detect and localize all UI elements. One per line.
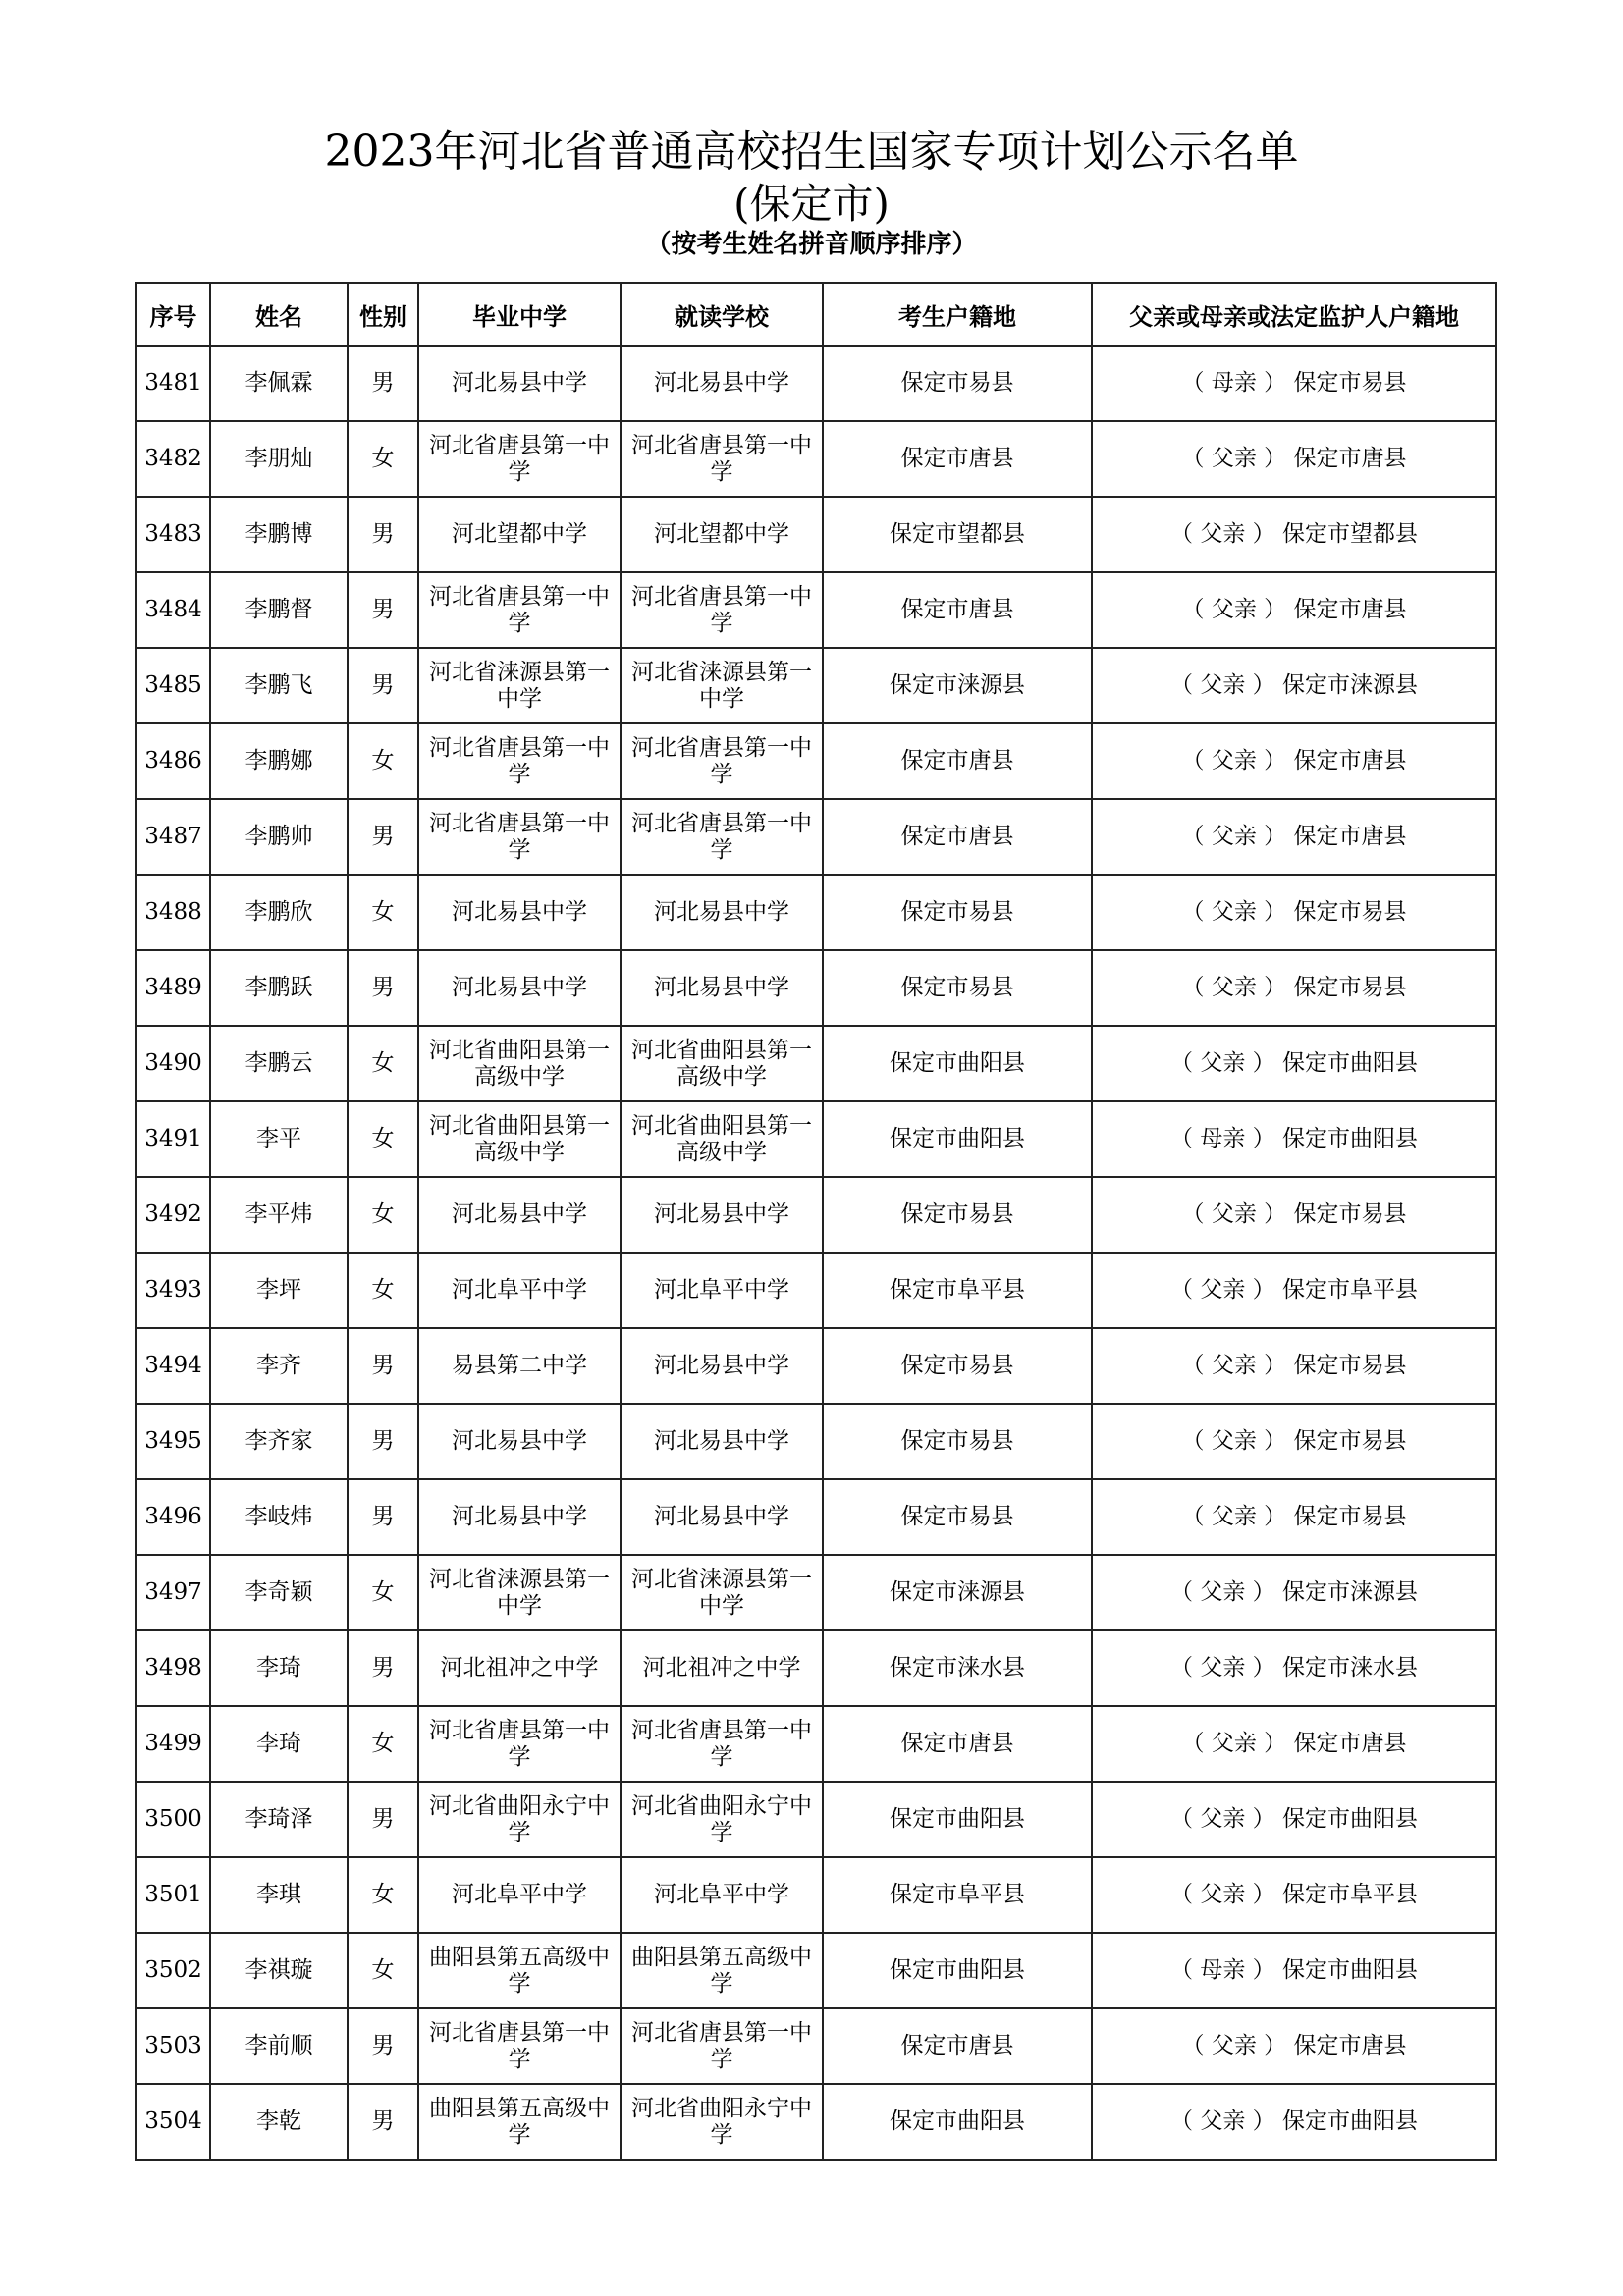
cell-guardian-register: （ 父亲 ） 保定市唐县 — [1092, 723, 1496, 799]
cell-graduated-school: 河北省曲阳永宁中学 — [418, 1782, 621, 1857]
cell-index: 3498 — [136, 1630, 210, 1706]
cell-household-register: 保定市易县 — [823, 346, 1092, 421]
table-row — [136, 723, 1496, 799]
cell-index: 3494 — [136, 1328, 210, 1404]
cell-current-school: 河北祖冲之中学 — [621, 1630, 823, 1706]
cell-index: 3481 — [136, 346, 210, 421]
page-title: 2023年河北省普通高校招生国家专项计划公示名单 — [324, 127, 1299, 177]
cell-graduated-school: 河北易县中学 — [418, 346, 621, 421]
cell-graduated-school: 曲阳县第五高级中学 — [418, 2084, 621, 2160]
cell-household-register: 保定市易县 — [823, 950, 1092, 1026]
cell-graduated-school: 河北易县中学 — [418, 1479, 621, 1555]
table-row — [136, 1026, 1496, 1101]
cell-graduated-school: 河北省涞源县第一中学 — [418, 1555, 621, 1630]
cell-index: 3488 — [136, 875, 210, 950]
cell-household-register: 保定市易县 — [823, 1479, 1092, 1555]
cell-name: 李鹏欣 — [210, 875, 348, 950]
table-row — [136, 2008, 1496, 2084]
cell-name: 李平 — [210, 1101, 348, 1177]
cell-graduated-school: 河北省唐县第一中学 — [418, 1706, 621, 1782]
cell-guardian-register: （ 父亲 ） 保定市望都县 — [1092, 497, 1496, 572]
table-row — [136, 572, 1496, 648]
cell-household-register: 保定市唐县 — [823, 1706, 1092, 1782]
table-row — [136, 1404, 1496, 1479]
cell-name: 李齐 — [210, 1328, 348, 1404]
cell-current-school: 河北易县中学 — [621, 346, 823, 421]
cell-gender: 女 — [348, 1933, 418, 2008]
cell-household-register: 保定市涞水县 — [823, 1630, 1092, 1706]
cell-current-school: 河北省曲阳永宁中学 — [621, 1782, 823, 1857]
cell-household-register: 保定市望都县 — [823, 497, 1092, 572]
header-gender: 性别 — [348, 283, 418, 346]
table-row — [136, 346, 1496, 421]
cell-gender: 女 — [348, 1555, 418, 1630]
table-row — [136, 1328, 1496, 1404]
cell-household-register: 保定市阜平县 — [823, 1857, 1092, 1933]
cell-guardian-register: （ 父亲 ） 保定市曲阳县 — [1092, 1782, 1496, 1857]
cell-guardian-register: （ 父亲 ） 保定市唐县 — [1092, 572, 1496, 648]
cell-household-register: 保定市曲阳县 — [823, 1101, 1092, 1177]
cell-index: 3499 — [136, 1706, 210, 1782]
cell-name: 李鹏博 — [210, 497, 348, 572]
cell-household-register: 保定市曲阳县 — [823, 2084, 1092, 2160]
cell-current-school: 河北省唐县第一中学 — [621, 1706, 823, 1782]
cell-graduated-school: 河北省唐县第一中学 — [418, 2008, 621, 2084]
cell-graduated-school: 河北阜平中学 — [418, 1253, 621, 1328]
cell-name: 李乾 — [210, 2084, 348, 2160]
cell-index: 3503 — [136, 2008, 210, 2084]
cell-gender: 男 — [348, 2084, 418, 2160]
cell-name: 李佩霖 — [210, 346, 348, 421]
cell-guardian-register: （ 父亲 ） 保定市涞水县 — [1092, 1630, 1496, 1706]
cell-gender: 男 — [348, 1630, 418, 1706]
table-header-row — [136, 283, 1496, 346]
cell-household-register: 保定市曲阳县 — [823, 1026, 1092, 1101]
cell-gender: 女 — [348, 1253, 418, 1328]
cell-gender: 男 — [348, 2008, 418, 2084]
cell-index: 3490 — [136, 1026, 210, 1101]
cell-household-register: 保定市曲阳县 — [823, 1782, 1092, 1857]
cell-index: 3483 — [136, 497, 210, 572]
cell-current-school: 河北省曲阳县第一高级中学 — [621, 1026, 823, 1101]
cell-guardian-register: （ 父亲 ） 保定市易县 — [1092, 1177, 1496, 1253]
cell-gender: 男 — [348, 497, 418, 572]
header-name: 姓名 — [210, 283, 348, 346]
cell-graduated-school: 河北易县中学 — [418, 1404, 621, 1479]
cell-index: 3492 — [136, 1177, 210, 1253]
cell-gender: 女 — [348, 875, 418, 950]
header-household-register: 考生户籍地 — [823, 283, 1092, 346]
cell-index: 3502 — [136, 1933, 210, 2008]
cell-gender: 女 — [348, 723, 418, 799]
table-row — [136, 1555, 1496, 1630]
cell-index: 3491 — [136, 1101, 210, 1177]
cell-graduated-school: 河北省曲阳县第一高级中学 — [418, 1026, 621, 1101]
table-row — [136, 950, 1496, 1026]
table-row — [136, 1630, 1496, 1706]
cell-index: 3482 — [136, 421, 210, 497]
cell-index: 3500 — [136, 1782, 210, 1857]
cell-current-school: 河北阜平中学 — [621, 1253, 823, 1328]
cell-index: 3484 — [136, 572, 210, 648]
cell-guardian-register: （ 父亲 ） 保定市唐县 — [1092, 1706, 1496, 1782]
cell-household-register: 保定市易县 — [823, 1404, 1092, 1479]
cell-name: 李琦 — [210, 1630, 348, 1706]
cell-current-school: 河北易县中学 — [621, 950, 823, 1026]
cell-guardian-register: （ 父亲 ） 保定市曲阳县 — [1092, 2084, 1496, 2160]
header-index: 序号 — [136, 283, 210, 346]
cell-current-school: 曲阳县第五高级中学 — [621, 1933, 823, 2008]
cell-household-register: 保定市易县 — [823, 875, 1092, 950]
cell-guardian-register: （ 父亲 ） 保定市易县 — [1092, 950, 1496, 1026]
page-subtitle: (保定市) — [733, 180, 890, 228]
cell-gender: 女 — [348, 1101, 418, 1177]
table-row — [136, 1857, 1496, 1933]
header-guardian-register: 父亲或母亲或法定监护人户籍地 — [1092, 283, 1496, 346]
cell-graduated-school: 曲阳县第五高级中学 — [418, 1933, 621, 2008]
cell-gender: 男 — [348, 799, 418, 875]
cell-name: 李前顺 — [210, 2008, 348, 2084]
cell-household-register: 保定市唐县 — [823, 421, 1092, 497]
cell-current-school: 河北省唐县第一中学 — [621, 572, 823, 648]
cell-current-school: 河北望都中学 — [621, 497, 823, 572]
cell-household-register: 保定市涞源县 — [823, 648, 1092, 723]
cell-household-register: 保定市涞源县 — [823, 1555, 1092, 1630]
cell-index: 3487 — [136, 799, 210, 875]
cell-index: 3485 — [136, 648, 210, 723]
cell-graduated-school: 易县第二中学 — [418, 1328, 621, 1404]
cell-gender: 女 — [348, 1177, 418, 1253]
cell-graduated-school: 河北易县中学 — [418, 875, 621, 950]
cell-index: 3497 — [136, 1555, 210, 1630]
cell-index: 3495 — [136, 1404, 210, 1479]
cell-current-school: 河北易县中学 — [621, 1177, 823, 1253]
cell-name: 李琦 — [210, 1706, 348, 1782]
cell-gender: 男 — [348, 648, 418, 723]
cell-household-register: 保定市曲阳县 — [823, 1933, 1092, 2008]
cell-graduated-school: 河北易县中学 — [418, 950, 621, 1026]
table-row — [136, 2084, 1496, 2160]
cell-name: 李鹏跃 — [210, 950, 348, 1026]
cell-gender: 女 — [348, 1026, 418, 1101]
cell-household-register: 保定市易县 — [823, 1177, 1092, 1253]
table-row — [136, 1706, 1496, 1782]
cell-household-register: 保定市唐县 — [823, 2008, 1092, 2084]
cell-household-register: 保定市唐县 — [823, 799, 1092, 875]
cell-gender: 女 — [348, 1857, 418, 1933]
cell-household-register: 保定市阜平县 — [823, 1253, 1092, 1328]
cell-graduated-school: 河北省唐县第一中学 — [418, 421, 621, 497]
cell-index: 3501 — [136, 1857, 210, 1933]
table-row — [136, 1101, 1496, 1177]
cell-name: 李平炜 — [210, 1177, 348, 1253]
cell-guardian-register: （ 父亲 ） 保定市易县 — [1092, 875, 1496, 950]
cell-graduated-school: 河北易县中学 — [418, 1177, 621, 1253]
cell-guardian-register: （ 父亲 ） 保定市唐县 — [1092, 799, 1496, 875]
cell-current-school: 河北省唐县第一中学 — [621, 799, 823, 875]
cell-graduated-school: 河北望都中学 — [418, 497, 621, 572]
cell-guardian-register: （ 父亲 ） 保定市曲阳县 — [1092, 1026, 1496, 1101]
cell-current-school: 河北省涞源县第一中学 — [621, 648, 823, 723]
cell-gender: 男 — [348, 1479, 418, 1555]
cell-index: 3493 — [136, 1253, 210, 1328]
cell-index: 3504 — [136, 2084, 210, 2160]
table-row — [136, 497, 1496, 572]
cell-guardian-register: （ 父亲 ） 保定市唐县 — [1092, 421, 1496, 497]
roster-table — [135, 282, 1497, 2161]
cell-guardian-register: （ 父亲 ） 保定市阜平县 — [1092, 1857, 1496, 1933]
cell-index: 3486 — [136, 723, 210, 799]
cell-name: 李琪 — [210, 1857, 348, 1933]
cell-name: 李祺璇 — [210, 1933, 348, 2008]
table-row — [136, 1479, 1496, 1555]
cell-gender: 男 — [348, 572, 418, 648]
cell-index: 3496 — [136, 1479, 210, 1555]
header-current-school: 就读学校 — [621, 283, 823, 346]
cell-guardian-register: （ 母亲 ） 保定市曲阳县 — [1092, 1933, 1496, 2008]
cell-name: 李岐炜 — [210, 1479, 348, 1555]
cell-gender: 男 — [348, 346, 418, 421]
cell-current-school: 河北省曲阳县第一高级中学 — [621, 1101, 823, 1177]
cell-gender: 男 — [348, 1782, 418, 1857]
cell-name: 李齐家 — [210, 1404, 348, 1479]
table-row — [136, 648, 1496, 723]
cell-gender: 男 — [348, 1328, 418, 1404]
cell-current-school: 河北省唐县第一中学 — [621, 723, 823, 799]
cell-gender: 男 — [348, 1404, 418, 1479]
cell-current-school: 河北易县中学 — [621, 875, 823, 950]
cell-graduated-school: 河北省唐县第一中学 — [418, 572, 621, 648]
cell-guardian-register: （ 父亲 ） 保定市易县 — [1092, 1328, 1496, 1404]
cell-name: 李鹏云 — [210, 1026, 348, 1101]
table-row — [136, 1933, 1496, 2008]
cell-guardian-register: （ 父亲 ） 保定市涞源县 — [1092, 1555, 1496, 1630]
cell-index: 3489 — [136, 950, 210, 1026]
header-graduated-school: 毕业中学 — [418, 283, 621, 346]
cell-graduated-school: 河北省涞源县第一中学 — [418, 648, 621, 723]
table-row — [136, 1253, 1496, 1328]
cell-current-school: 河北省涞源县第一中学 — [621, 1555, 823, 1630]
cell-current-school: 河北易县中学 — [621, 1479, 823, 1555]
table-row — [136, 875, 1496, 950]
cell-current-school: 河北省唐县第一中学 — [621, 2008, 823, 2084]
cell-gender: 男 — [348, 950, 418, 1026]
cell-name: 李坪 — [210, 1253, 348, 1328]
cell-guardian-register: （ 母亲 ） 保定市曲阳县 — [1092, 1101, 1496, 1177]
cell-current-school: 河北阜平中学 — [621, 1857, 823, 1933]
cell-graduated-school: 河北省唐县第一中学 — [418, 799, 621, 875]
cell-gender: 女 — [348, 1706, 418, 1782]
cell-name: 李鹏帅 — [210, 799, 348, 875]
cell-graduated-school: 河北祖冲之中学 — [418, 1630, 621, 1706]
cell-name: 李朋灿 — [210, 421, 348, 497]
cell-household-register: 保定市唐县 — [823, 723, 1092, 799]
cell-name: 李琦泽 — [210, 1782, 348, 1857]
cell-graduated-school: 河北阜平中学 — [418, 1857, 621, 1933]
cell-guardian-register: （ 母亲 ） 保定市易县 — [1092, 346, 1496, 421]
cell-current-school: 河北省唐县第一中学 — [621, 421, 823, 497]
table-row — [136, 1782, 1496, 1857]
cell-current-school: 河北易县中学 — [621, 1404, 823, 1479]
table-row — [136, 421, 1496, 497]
cell-name: 李鹏娜 — [210, 723, 348, 799]
table-row — [136, 799, 1496, 875]
cell-guardian-register: （ 父亲 ） 保定市易县 — [1092, 1479, 1496, 1555]
cell-current-school: 河北省曲阳永宁中学 — [621, 2084, 823, 2160]
cell-current-school: 河北易县中学 — [621, 1328, 823, 1404]
cell-name: 李奇颖 — [210, 1555, 348, 1630]
cell-name: 李鹏飞 — [210, 648, 348, 723]
cell-name: 李鹏督 — [210, 572, 348, 648]
cell-gender: 女 — [348, 421, 418, 497]
cell-graduated-school: 河北省唐县第一中学 — [418, 723, 621, 799]
table-row — [136, 1177, 1496, 1253]
cell-guardian-register: （ 父亲 ） 保定市易县 — [1092, 1404, 1496, 1479]
cell-graduated-school: 河北省曲阳县第一高级中学 — [418, 1101, 621, 1177]
sort-note: （按考生姓名拼音顺序排序） — [645, 230, 978, 259]
cell-guardian-register: （ 父亲 ） 保定市唐县 — [1092, 2008, 1496, 2084]
cell-guardian-register: （ 父亲 ） 保定市阜平县 — [1092, 1253, 1496, 1328]
cell-guardian-register: （ 父亲 ） 保定市涞源县 — [1092, 648, 1496, 723]
cell-household-register: 保定市唐县 — [823, 572, 1092, 648]
cell-household-register: 保定市易县 — [823, 1328, 1092, 1404]
